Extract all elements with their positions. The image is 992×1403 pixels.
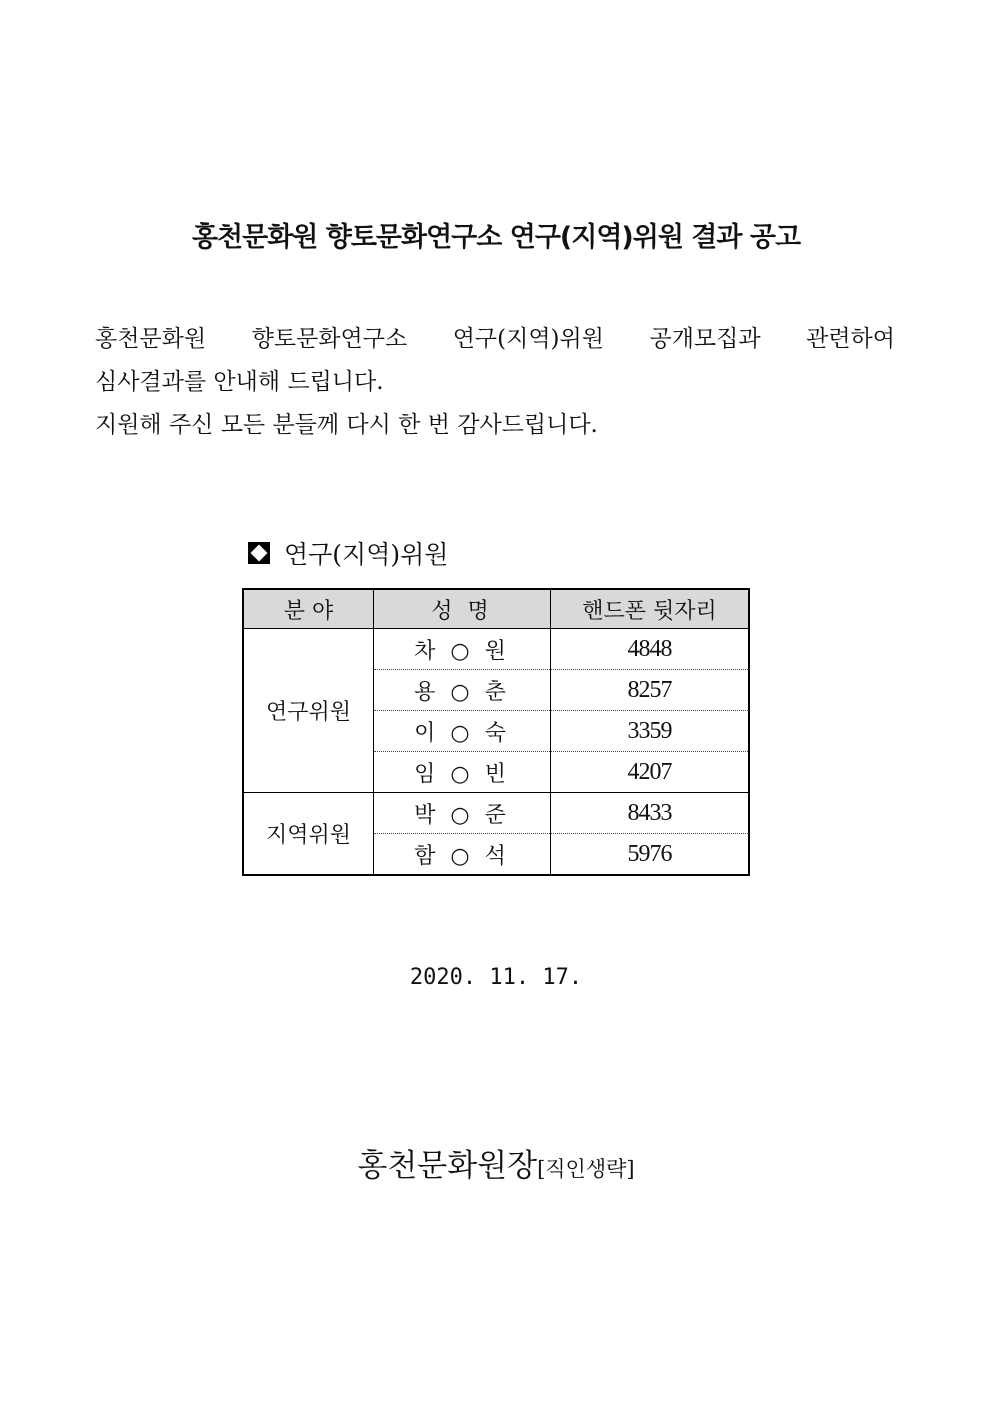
section-heading bbox=[248, 535, 448, 571]
category-research: 연구위원 bbox=[243, 629, 374, 793]
body-line-1: 홍천문화원 향토문화연구소 연구(지역)위원 공개모집과 관련하여 bbox=[95, 326, 895, 352]
seal-omitted-note: [직인생략] bbox=[537, 1157, 635, 1181]
signature-name: 홍천문화원장 bbox=[357, 1148, 538, 1184]
table-row bbox=[243, 629, 749, 670]
notice-body bbox=[95, 318, 895, 447]
member-table bbox=[242, 588, 750, 876]
header-category: 분 야 bbox=[243, 589, 374, 629]
category-regional: 지역위원 bbox=[243, 793, 374, 876]
member-name: 차 ○ 원 bbox=[374, 629, 551, 670]
notice-date: 2020. 11. 17. bbox=[409, 965, 583, 990]
body-line-2: 심사결과를 안내해 드립니다. bbox=[95, 369, 384, 395]
member-name: 이 ○ 숙 bbox=[374, 711, 551, 752]
signature-block bbox=[0, 1140, 992, 1185]
member-phone: 8433 bbox=[551, 793, 750, 834]
member-phone: 8257 bbox=[551, 670, 750, 711]
page-title: 홍천문화원 향토문화연구소 연구(지역)위원 결과 공고 bbox=[191, 222, 801, 253]
member-name: 박 ○ 준 bbox=[374, 793, 551, 834]
section-title: 연구(지역)위원 bbox=[284, 540, 449, 569]
table-header-row bbox=[243, 589, 749, 629]
header-name: 성 명 bbox=[374, 589, 551, 629]
member-name: 임 ○ 빈 bbox=[374, 752, 551, 793]
member-phone: 5976 bbox=[551, 834, 750, 876]
member-name: 함 ○ 석 bbox=[374, 834, 551, 876]
member-phone: 3359 bbox=[551, 711, 750, 752]
member-phone: 4848 bbox=[551, 629, 750, 670]
member-phone: 4207 bbox=[551, 752, 750, 793]
table-row bbox=[243, 793, 749, 834]
member-name: 용 ○ 춘 bbox=[374, 670, 551, 711]
body-line-3: 지원해 주신 모든 분들께 다시 한 번 감사드립니다. bbox=[95, 412, 598, 438]
header-phone: 핸드폰 뒷자리 bbox=[551, 589, 750, 629]
diamond-bullet-icon bbox=[248, 542, 270, 564]
